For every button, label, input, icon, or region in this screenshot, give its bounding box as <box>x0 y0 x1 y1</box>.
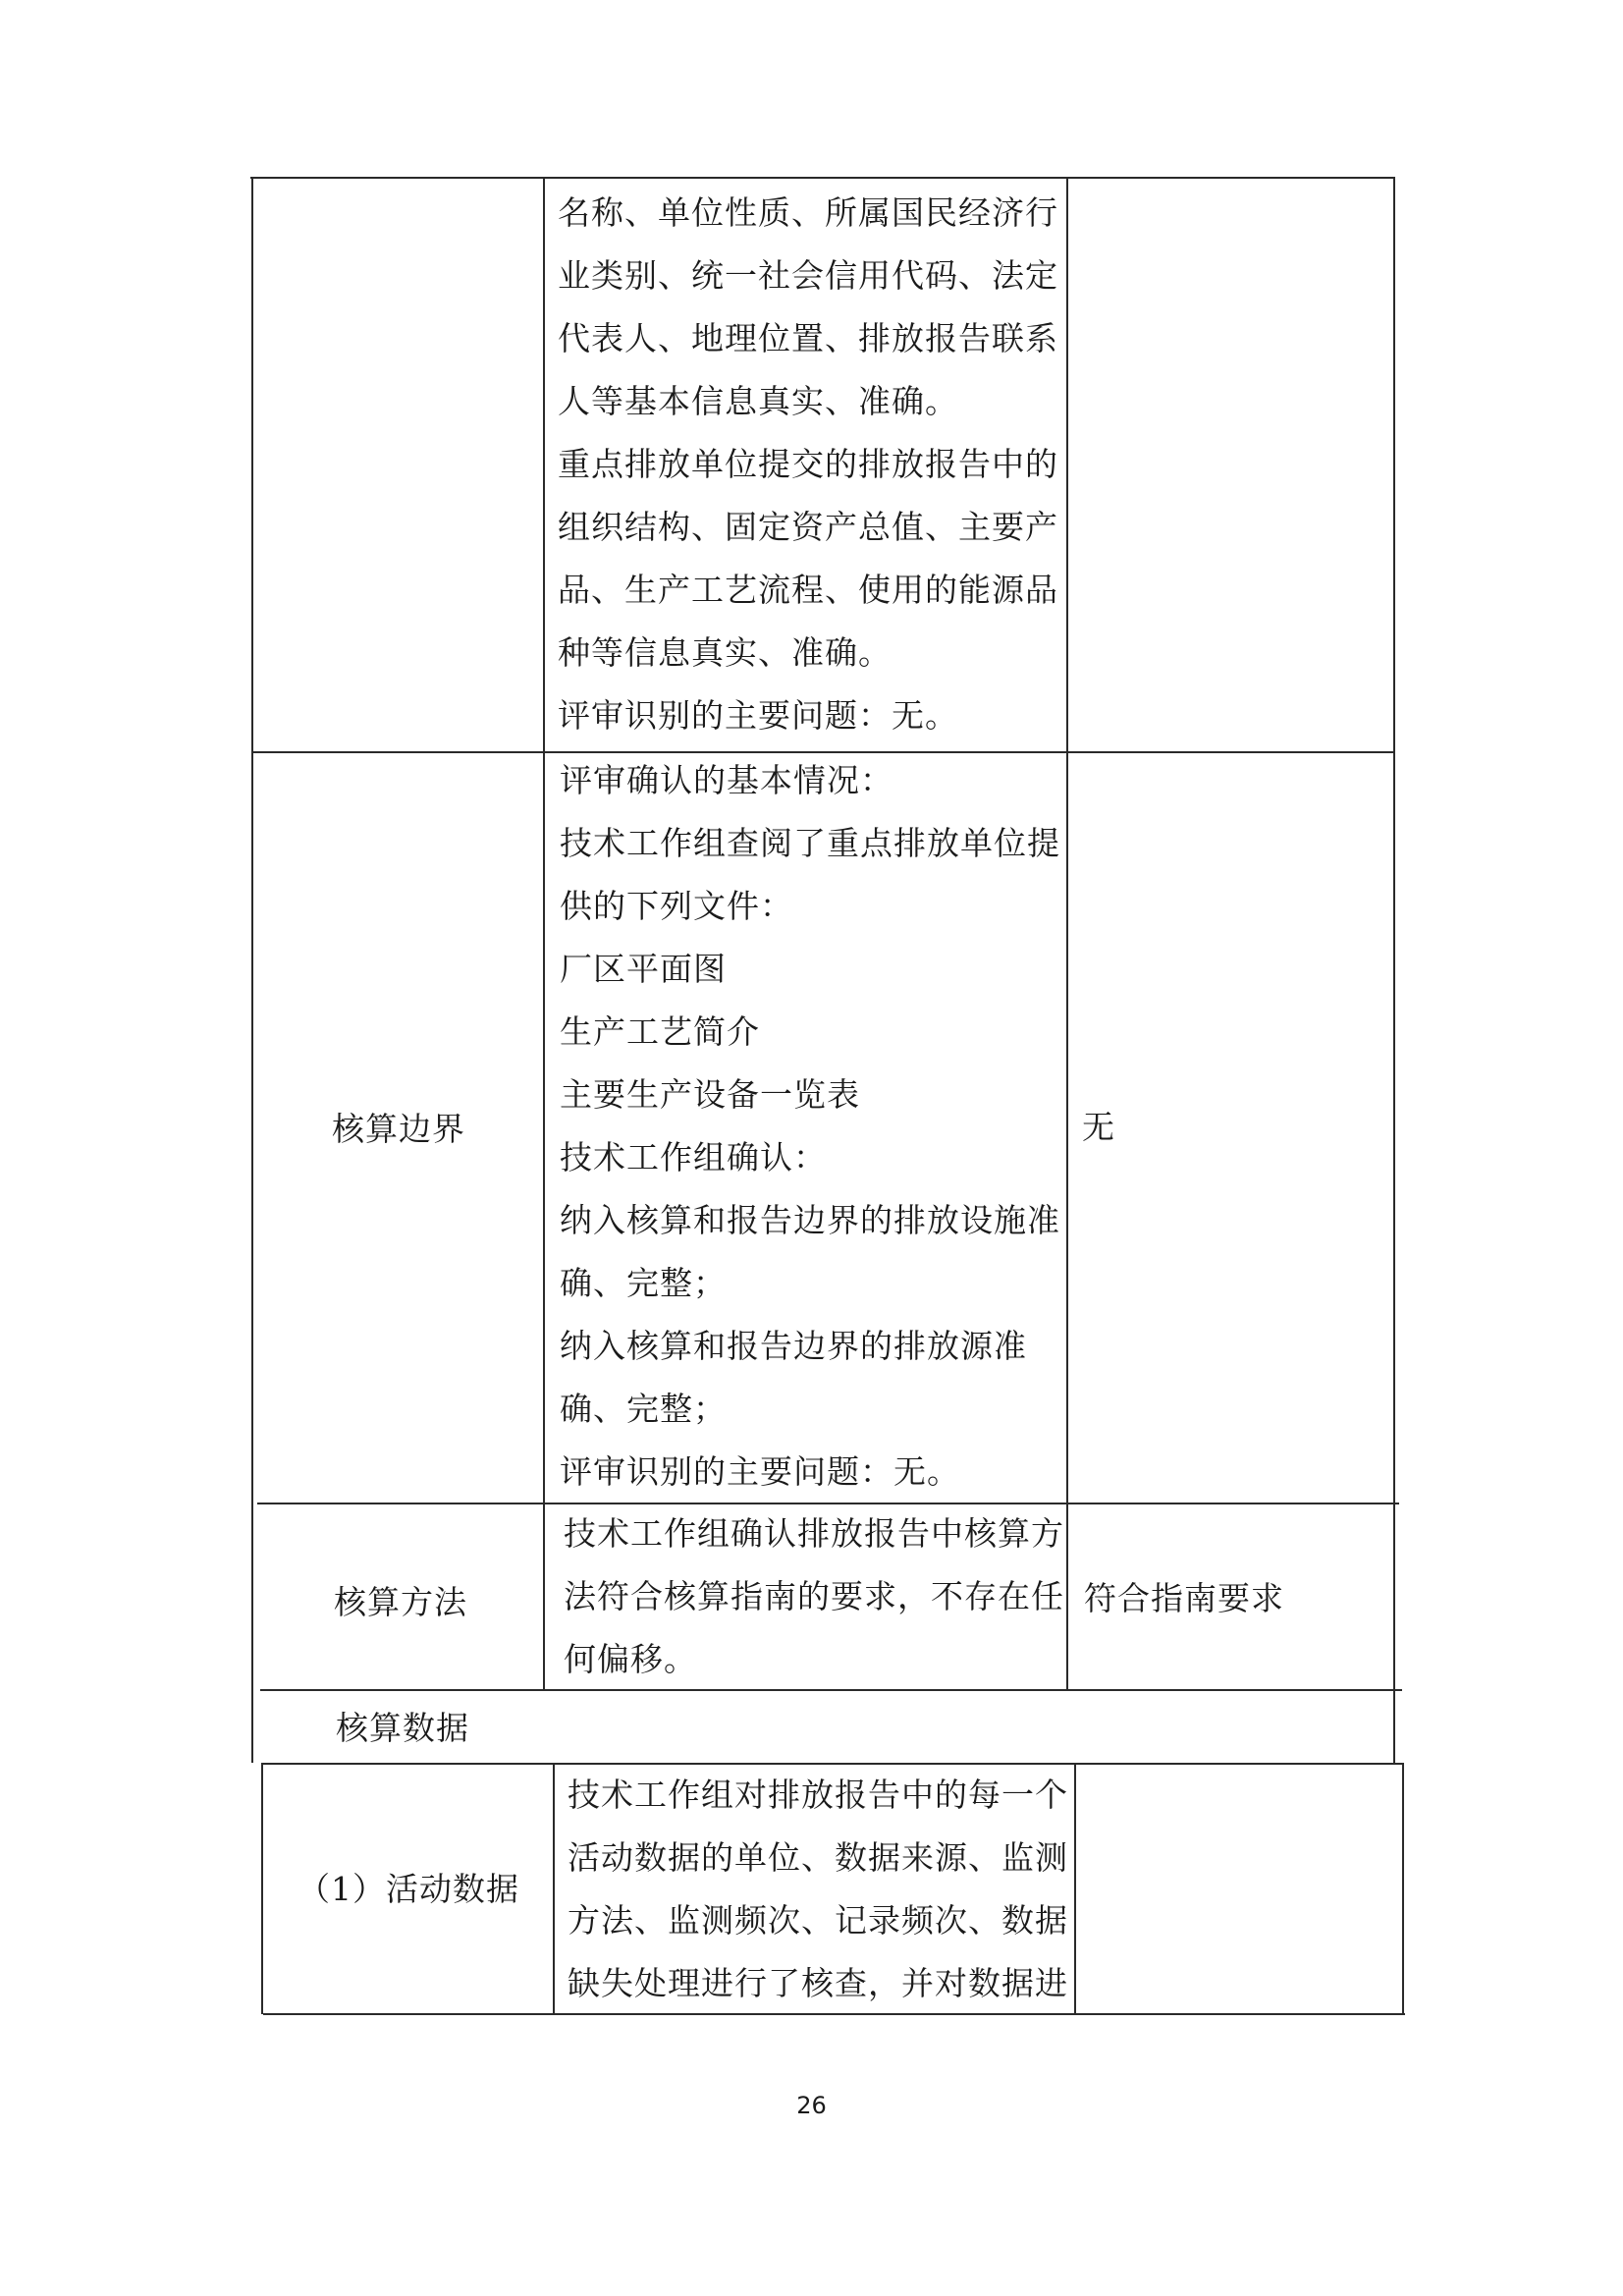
row1-content-cell <box>558 182 1058 747</box>
row3-line: 法符合核算指南的要求，不存在任 <box>564 1577 1064 1615</box>
row2-line: 供的下列文件： <box>560 887 793 925</box>
row5-line: 技术工作组对排放报告中的每一个 <box>568 1776 1068 1814</box>
row1-line: 品、生产工艺流程、使用的能源品 <box>558 571 1058 609</box>
table-border-top <box>250 177 1395 179</box>
row5-line: 方法、监测频次、记录频次、数据 <box>568 1901 1068 1940</box>
row2-line: 确、完整； <box>560 1264 727 1302</box>
row2-line: 技术工作组确认： <box>560 1138 827 1176</box>
table-border-left <box>251 177 253 1763</box>
column-divider-b <box>1066 177 1068 1689</box>
row5-line: 缺失处理进行了核查，并对数据进 <box>568 1964 1068 2002</box>
row2-line: 主要生产设备一览表 <box>560 1075 860 1114</box>
row1-line: 人等基本信息真实、准确。 <box>558 382 958 420</box>
row3-line: 技术工作组确认排放报告中核算方 <box>564 1514 1064 1553</box>
row5-label: （1）活动数据 <box>298 1870 519 1908</box>
row1-line: 代表人、地理位置、排放报告联系 <box>558 319 1058 357</box>
column-divider-b-lower <box>1074 1763 1076 2014</box>
row1-line: 评审识别的主要问题：无。 <box>558 696 958 735</box>
table-border-right-lower <box>1402 1763 1404 2014</box>
page-number: 26 <box>796 2092 827 2119</box>
column-divider-a <box>543 177 545 1689</box>
row3-result: 符合指南要求 <box>1084 1579 1284 1617</box>
row1-line: 重点排放单位提交的排放报告中的 <box>558 445 1058 483</box>
row5-line: 活动数据的单位、数据来源、监测 <box>568 1838 1068 1877</box>
row1-line: 业类别、统一社会信用代码、法定 <box>558 256 1058 295</box>
row2-line: 技术工作组查阅了重点排放单位提 <box>560 824 1060 862</box>
row3-label: 核算方法 <box>334 1583 467 1621</box>
row2-line: 确、完整； <box>560 1390 727 1428</box>
row2-line: 纳入核算和报告边界的排放源准 <box>560 1327 1027 1365</box>
row2-line: 纳入核算和报告边界的排放设施准 <box>560 1201 1060 1239</box>
row4-label: 核算数据 <box>336 1709 469 1747</box>
row2-content-cell <box>560 749 1062 1503</box>
row1-line: 组织结构、固定资产总值、主要产 <box>558 508 1058 546</box>
row3-content-cell <box>564 1503 1066 1691</box>
row1-line: 名称、单位性质、所属国民经济行 <box>558 193 1058 232</box>
row2-result: 无 <box>1082 1108 1114 1146</box>
row1-line: 种等信息真实、准确。 <box>558 633 892 672</box>
row3-line: 何偏移。 <box>564 1640 697 1678</box>
row2-label: 核算边界 <box>332 1110 465 1148</box>
row2-line: 厂区平面图 <box>560 950 727 988</box>
row2-line: 生产工艺简介 <box>560 1012 760 1051</box>
row2-line: 评审识别的主要问题：无。 <box>560 1452 960 1491</box>
table-border-right <box>1393 177 1395 1763</box>
row5-content-cell <box>568 1764 1072 2015</box>
row2-line: 评审确认的基本情况： <box>560 761 893 799</box>
